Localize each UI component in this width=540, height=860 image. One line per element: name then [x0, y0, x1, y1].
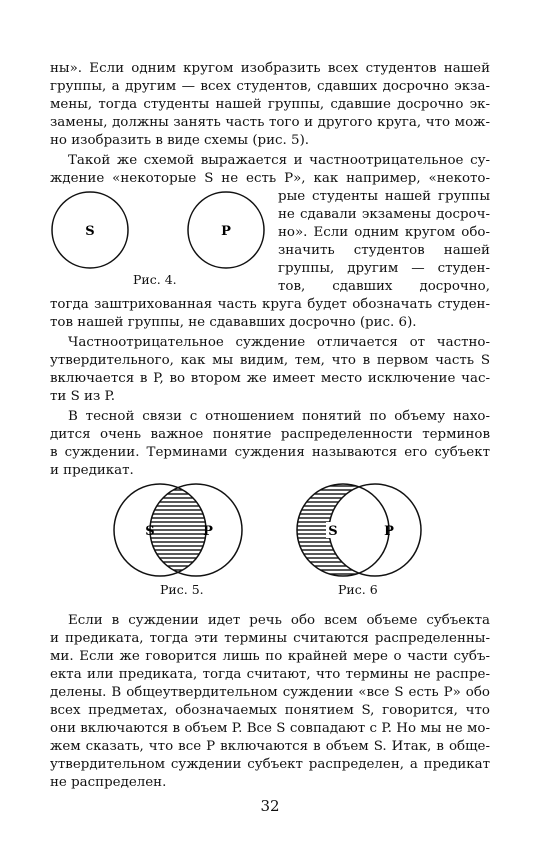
text-line: рые студенты нашей группы [278, 189, 490, 204]
text-line: Такой же схемой выражается и частноотрицательное су- [68, 153, 490, 168]
figure-5-caption: Рис. 5. [160, 582, 204, 597]
label-p: P [384, 524, 394, 539]
page-number: 32 [260, 797, 280, 815]
text-line: тов, сдавших досрочно, [278, 279, 490, 294]
figure-5 [114, 484, 242, 576]
label-p: P [221, 224, 231, 239]
text-line: они включаются в объем P. Все S совпадают с P. Но мы не мо- [50, 721, 490, 736]
text-line: всех предметах, обозначаемых понятием S, говорится, что [50, 703, 490, 718]
text-line: и предиката, тогда эти термины считаются распределенны- [50, 631, 490, 646]
text-line: тогда заштрихованная часть круга будет обозначать студен- [50, 297, 490, 312]
figure-6 [297, 484, 421, 576]
text-line: Частноотрицательное суждение отличается от частно- [68, 335, 490, 350]
text-line: но». Если одним кругом обо- [278, 225, 490, 240]
label-p: P [203, 524, 213, 539]
text-line: ти S из P. [50, 389, 116, 404]
text-line: утвердительного, как мы видим, тем, что в первом часть S [50, 353, 490, 368]
text-line: включается в P, во втором же имеет место исключение час- [50, 371, 490, 386]
figure-4-caption: Рис. 4. [133, 272, 177, 287]
label-s: S [145, 524, 155, 539]
text-line: делены. В общеутвердительном суждении «все S есть P» обо [50, 685, 490, 700]
text-line: не распределен. [50, 775, 167, 790]
text-line: но изобразить в виде схемы (рис. 5). [50, 133, 310, 148]
text-line: екта или предиката, тогда считают, что термины не распре- [50, 667, 490, 682]
text-line: ждение «некоторые S не есть P», как например, «некото- [50, 171, 490, 186]
text-line: мены, тогда студенты нашей группы, сдавшие досрочно эк- [50, 97, 490, 112]
text-line: группы, а другим — всех студентов, сдавших досрочно экза- [50, 79, 490, 94]
text-line: ны». Если одним кругом изобразить всех студентов нашей [50, 61, 490, 76]
text-line: и предикат. [50, 463, 134, 478]
text-line: утвердительном суждении субъект распределен, а предикат [50, 757, 490, 772]
text-line: значить студентов нашей [278, 243, 490, 258]
text-line: дится очень важное понятие распределенности терминов [50, 427, 490, 442]
text-line: в суждении. Терминами суждения называются его субъект [50, 445, 490, 460]
figure-6-caption: Рис. 6 [338, 582, 378, 597]
text-line: тов нашей группы, не сдававших досрочно (рис. 6). [50, 315, 417, 330]
label-s: S [85, 224, 95, 239]
text-line: жем сказать, что все P включаются в объем S. Итак, в обще- [50, 739, 490, 754]
text-line: Если в суждении идет речь обо всем объеме субъекта [68, 613, 490, 628]
text-line: В тесной связи с отношением понятий по объему нахо- [68, 409, 490, 424]
label-s: S [328, 524, 338, 539]
text-line: группы, другим — студен- [278, 261, 490, 276]
text-line: ми. Если же говорится лишь по крайней мере о части субъ- [50, 649, 490, 664]
text-line: замены, должны занять часть того и другого круга, что мож- [50, 115, 490, 130]
text-line: не сдавали экзамены досроч- [278, 207, 490, 222]
